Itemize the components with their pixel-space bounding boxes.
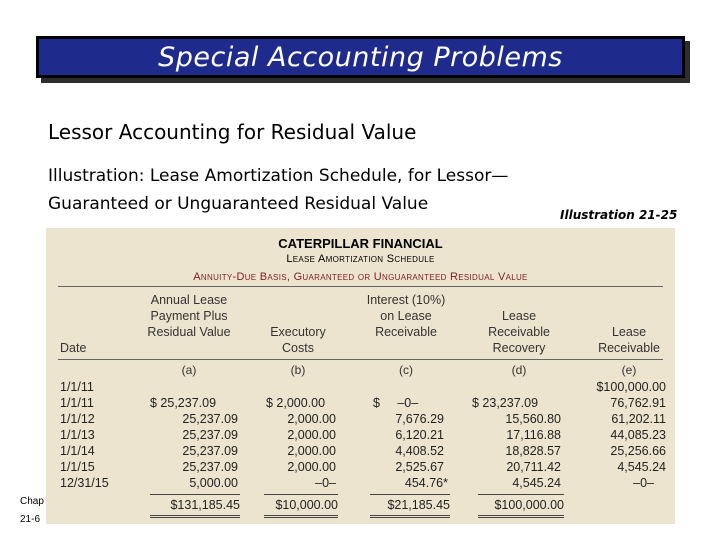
table-cell-a: 25,237.09 — [182, 428, 238, 442]
table-row-date: 1/1/13 — [60, 428, 95, 442]
table-row-date: 1/1/11 — [60, 380, 94, 394]
slide-subtitle: Lessor Accounting for Residual Value — [48, 120, 417, 144]
table-cell-d: $ 23,237.09 — [472, 396, 539, 410]
table-cell-d: 17,116.88 — [506, 428, 561, 442]
table-cell-e: 61,202.11 — [611, 412, 666, 426]
table-cell-b: 2,000.00 — [287, 444, 336, 458]
slide-title: Special Accounting Problems — [158, 41, 563, 73]
table-cell-c: 2,525.67 — [395, 460, 444, 474]
table-cell-e: 4,545.24 — [617, 460, 666, 474]
slide-title-bar — [36, 36, 685, 78]
column-header-receivable: Lease Receivable — [598, 325, 660, 355]
column-letter-d: (d) — [511, 363, 527, 377]
table-cell-a: 25,237.09 — [182, 412, 238, 426]
table-total-a: $131,185.45 — [170, 498, 240, 512]
table-cell-b: 2,000.00 — [287, 428, 336, 442]
table-cell-a: 25,237.09 — [182, 444, 238, 458]
total-rule — [150, 494, 240, 495]
total-double-rule — [264, 515, 338, 518]
table-cell-e: 44,085.23 — [610, 428, 666, 442]
table-cell-b: $ 2,000.00 — [266, 396, 326, 410]
footer-chapter: Chap — [20, 496, 44, 507]
table-cell-c: $ –0– — [373, 396, 419, 410]
total-rule — [478, 494, 564, 495]
table-row-date: 1/1/14 — [60, 444, 95, 458]
table-cell-a: 25,237.09 — [182, 460, 238, 474]
table-cell-e: 25,256.66 — [610, 444, 666, 458]
column-header-payment: Annual Lease Payment Plus Residual Value — [147, 293, 231, 339]
table-cell-c: 7,676.29 — [395, 412, 444, 426]
header-rule — [58, 286, 663, 287]
table-cell-d: 15,560.80 — [505, 412, 561, 426]
table-total-c: $21,185.45 — [387, 498, 450, 512]
column-letter-e: (e) — [621, 363, 637, 377]
table-cell-b: –0– — [315, 476, 336, 490]
table-cell-e: $100,000.00 — [596, 380, 666, 394]
table-cell-c: 6,120.21 — [395, 428, 444, 442]
table-cell-a: $ 25,237.09 — [150, 396, 217, 410]
footer-page: 21-6 — [20, 514, 41, 525]
table-row-date: 12/31/15 — [60, 476, 109, 490]
table-cell-d: 20,711.42 — [506, 460, 561, 474]
table-row-date: 1/1/15 — [60, 460, 95, 474]
table-total-d: $100,000.00 — [494, 498, 564, 512]
illustration-caption — [48, 162, 648, 218]
column-header-rule — [58, 359, 663, 360]
column-letter-a: (a) — [181, 363, 197, 377]
column-header-date: Date — [60, 341, 87, 355]
table-row-date: 1/1/12 — [60, 412, 95, 426]
table-cell-b: 2,000.00 — [287, 460, 336, 474]
table-cell-b: 2,000.00 — [287, 412, 336, 426]
table-schedule-title: Lease Amortization Schedule — [286, 253, 435, 265]
table-cell-c: 4,408.52 — [395, 444, 444, 458]
table-cell-a: 5,000.00 — [189, 476, 238, 490]
illustration-text: Lease Amortization Schedule, for Lessor— — [149, 166, 509, 186]
table-total-b: $10,000.00 — [275, 498, 338, 512]
column-header-interest: Interest (10%) on Lease Receivable — [366, 293, 446, 339]
total-rule — [264, 494, 338, 495]
amortization-table — [46, 228, 675, 524]
table-company: CATERPILLAR FINANCIAL — [278, 236, 443, 251]
column-header-executory: Executory Costs — [270, 325, 326, 355]
table-cell-d: 18,828.57 — [505, 444, 561, 458]
total-double-rule — [150, 515, 240, 518]
illustration-reference: Illustration 21-25 — [560, 208, 678, 222]
column-header-recovery: Lease Receivable Recovery — [488, 309, 550, 355]
total-double-rule — [370, 515, 450, 518]
illustration-label: Illustration: — [48, 166, 145, 186]
column-letter-b: (b) — [290, 363, 306, 377]
table-cell-e: –0– — [633, 476, 654, 490]
illustration-text-2: Guaranteed or Unguaranteed Residual Value — [48, 194, 429, 214]
table-basis: Annuity-Due Basis, Guaranteed or Unguaranteed Residual Value — [193, 271, 528, 283]
total-double-rule — [478, 515, 564, 518]
table-cell-c: 454.76* — [404, 476, 448, 490]
table-cell-e: 76,762.91 — [610, 396, 666, 410]
total-rule — [370, 494, 450, 495]
column-letter-c: (c) — [399, 363, 413, 377]
table-row-date: 1/1/11 — [60, 396, 94, 410]
table-cell-d: 4,545.24 — [512, 476, 561, 490]
